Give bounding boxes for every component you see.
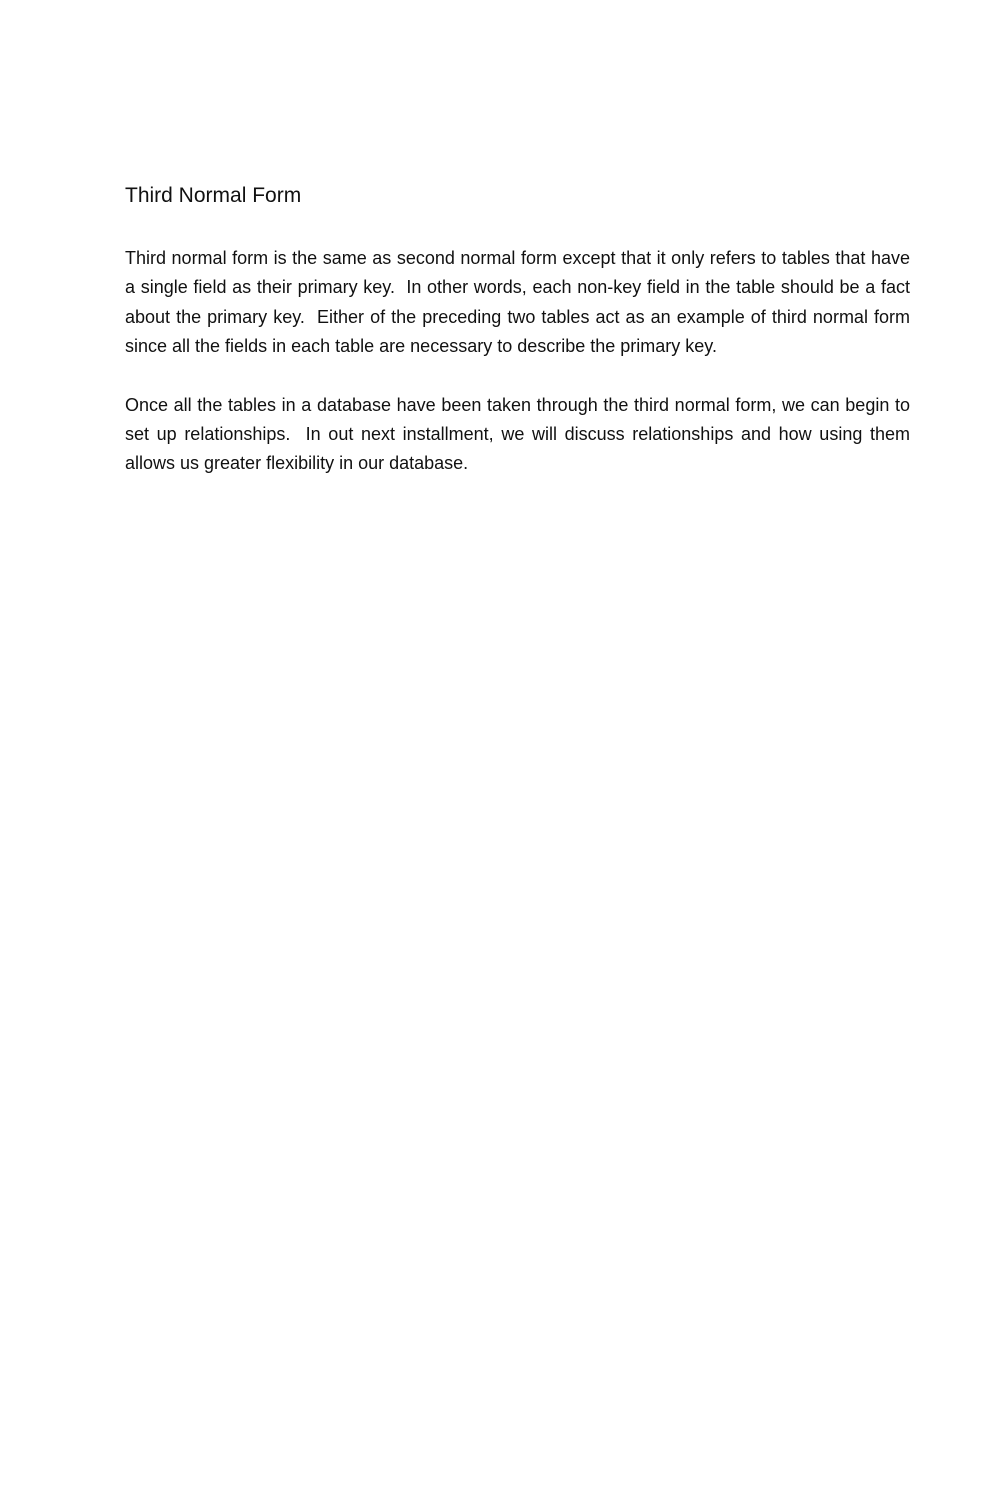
document-page <box>125 182 916 508</box>
section-heading: Third Normal Form <box>125 184 302 207</box>
paragraph-relationships-intro: Once all the tables in a database have been taken through the third normal form, we can begin to set up relationships. In out next installment, we will discuss relationships and how using them allows us greater flexibility in our database. <box>125 394 916 474</box>
paragraph-third-normal-form-definition: Third normal form is the same as second normal form except that it only refers to tables that have a single field as their primary key. In other words, each non-key field in the table should be a fact about the primary key. Either of the preceding two tables act as an example of third normal form since all the fields in each table are necessary to describe the primary key. <box>125 248 916 357</box>
